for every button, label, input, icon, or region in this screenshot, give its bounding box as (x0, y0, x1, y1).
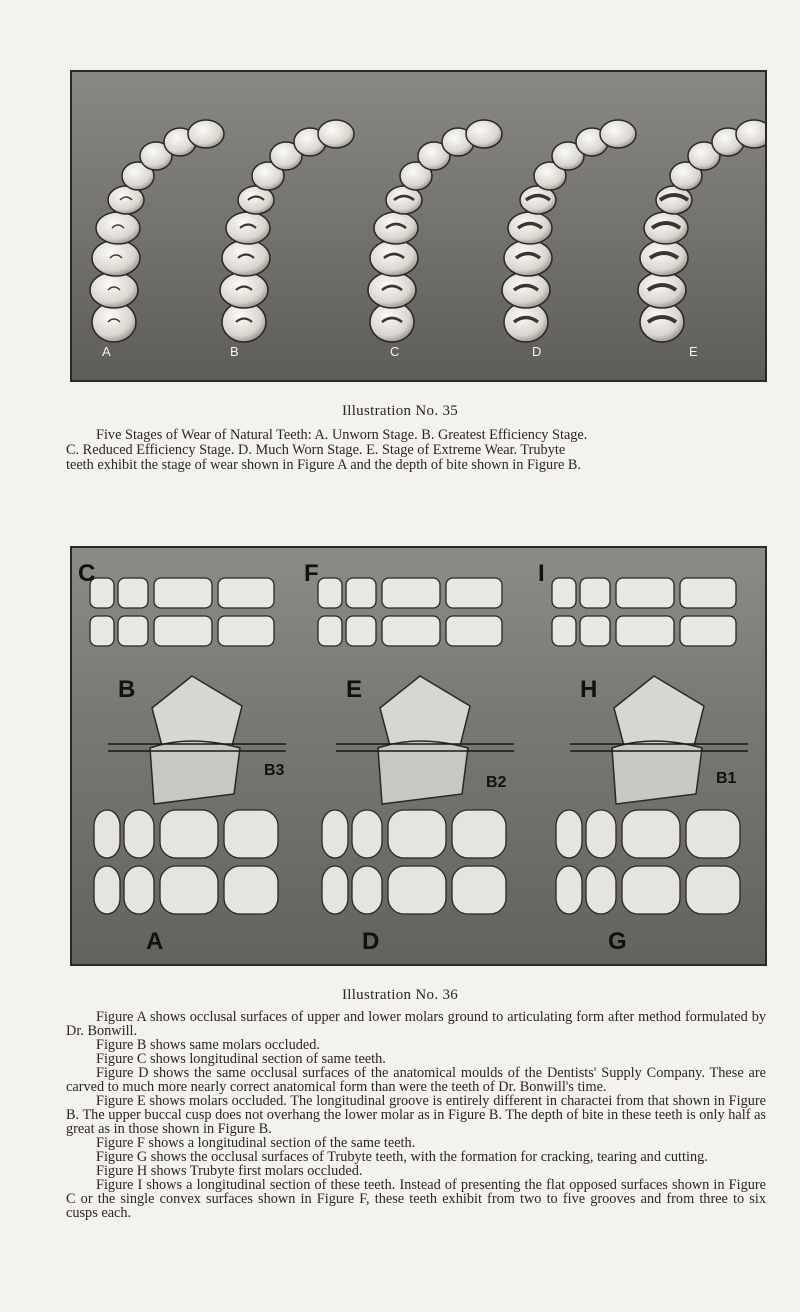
occlusal-surface (622, 810, 680, 858)
occlusal-surface (622, 866, 680, 914)
caption-36-figure-h: Figure H shows Trubyte first molars occluded. (96, 1163, 363, 1179)
upper-molar-section (614, 676, 704, 746)
molar-block (118, 616, 148, 646)
figure-label-a: A (146, 928, 164, 955)
illustration-35-photo (70, 70, 767, 382)
caption-36-figure-d: Figure D shows the same occlusal surfaces of the anatomical moulds of the Dentists' Supply Company. These are carved to much more nearly correct anatomical form than were the teeth of Dr. Bonwill's time. (66, 1065, 766, 1095)
tooth-shape (374, 212, 418, 244)
caption-36-figure-b: Figure B shows same molars occluded. (96, 1037, 320, 1053)
depth-label-b2: B2 (486, 774, 507, 791)
occlusal-surface (124, 810, 154, 858)
occlusal-surface (352, 810, 382, 858)
occlusal-surface (322, 810, 348, 858)
tooth-arches-drawing (72, 72, 767, 382)
occlusal-surface (94, 810, 120, 858)
depth-label-b1: B1 (716, 770, 737, 787)
tooth-shape (736, 120, 767, 148)
occlusal-surface (586, 810, 616, 858)
occlusal-surface (322, 866, 348, 914)
figure-label-e: E (346, 676, 363, 703)
molar-block (346, 616, 376, 646)
caption-36-figure-f: Figure F shows a longitudinal section of the same teeth. (96, 1135, 416, 1151)
molar-block (218, 578, 274, 608)
molar-block (318, 578, 342, 608)
illustration-35-caption (66, 428, 766, 473)
tooth-shape (502, 272, 550, 308)
tooth-shape (370, 240, 418, 276)
tooth-shape (90, 272, 138, 308)
figure-label-c: C (78, 560, 96, 587)
occlusal-surface (686, 810, 740, 858)
molar-block (680, 578, 736, 608)
figure-label-d: D (532, 344, 542, 359)
depth-label-b3: B3 (264, 762, 285, 779)
tooth-shape (466, 120, 502, 148)
caption-36-figure-c: Figure C shows longitudinal section of same teeth. (96, 1051, 386, 1067)
occlusal-surface (224, 866, 278, 914)
tooth-shape (600, 120, 636, 148)
occlusal-surface (556, 866, 582, 914)
molar-sections-drawing (72, 548, 767, 966)
occlusal-surface (556, 810, 582, 858)
figure-label-b: B (118, 676, 136, 703)
illustration-36-caption (66, 1010, 766, 1220)
figure-label-a: A (102, 344, 111, 359)
caption-36-figure-g: Figure G shows the occlusal surfaces of Trubyte teeth, with the formation for cracking, tearing and cutting. (96, 1149, 708, 1165)
tooth-shape (504, 240, 552, 276)
occlusal-surface (452, 810, 506, 858)
tooth-shape (644, 212, 688, 244)
occlusal-surface (160, 810, 218, 858)
figure-label-h: H (580, 676, 598, 703)
occlusal-surface (586, 866, 616, 914)
upper-molar-section (380, 676, 470, 746)
molar-block (680, 616, 736, 646)
molar-block (446, 616, 502, 646)
occlusal-surface (388, 810, 446, 858)
figure-label-c: C (390, 344, 400, 359)
occlusal-surface (224, 810, 278, 858)
molar-block (382, 616, 440, 646)
figure-label-e: E (689, 344, 698, 359)
molar-block (616, 616, 674, 646)
caption-36-figure-e: Figure E shows molars occluded. The longitudinal groove is entirely different in charactei from that shown in Figure B. The upper buccal cusp does not overhang the lower molar as in Figure B. The depth of bite in these teeth is only half as great as in those shown in Figure B. (66, 1093, 766, 1137)
occlusal-surface (160, 866, 218, 914)
tooth-shape (368, 272, 416, 308)
occlusal-surface (452, 866, 506, 914)
occlusal-surface (94, 866, 120, 914)
caption-36-figure-i: Figure I shows a longitudinal section of these teeth. Instead of presenting the flat opposed surfaces shown in Figure C or the single convex surfaces shown in Figure F, these teeth exhibit from two to five grooves and from three to six cusps each. (66, 1177, 766, 1221)
caption-35-line-1: Five Stages of Wear of Natural Teeth: A. Unworn Stage. B. Greatest Efficiency Stage. (96, 427, 588, 443)
molar-block (154, 578, 212, 608)
molar-block (552, 616, 576, 646)
caption-35-line-3: teeth exhibit the stage of wear shown in Figure A and the depth of bite shown in Figure B. (66, 457, 581, 473)
occlusal-surface (352, 866, 382, 914)
molar-block (154, 616, 212, 646)
occlusal-surface (124, 866, 154, 914)
molar-block (118, 578, 148, 608)
tooth-shape (638, 272, 686, 308)
tooth-shape (220, 272, 268, 308)
figure-label-b: B (230, 344, 239, 359)
figure-label-f: F (304, 560, 319, 587)
tooth-shape (508, 212, 552, 244)
occlusal-surface (388, 866, 446, 914)
tooth-shape (188, 120, 224, 148)
occlusal-surface (686, 866, 740, 914)
illustration-35-title: Illustration No. 35 (341, 403, 459, 419)
caption-35-line-2: C. Reduced Efficiency Stage. D. Much Worn Stage. E. Stage of Extreme Wear. Trubyte (66, 442, 566, 458)
tooth-shape (226, 212, 270, 244)
illustration-36-title: Illustration No. 36 (341, 987, 459, 1003)
caption-36-figure-a: Figure A shows occlusal surfaces of upper and lower molars ground to articulating form after method formulated by Dr. Bonwill. (66, 1009, 766, 1039)
molar-block (90, 616, 114, 646)
molar-block (346, 578, 376, 608)
tooth-shape (222, 240, 270, 276)
molar-block (580, 578, 610, 608)
figure-label-i: I (538, 560, 545, 587)
figure-label-d: D (362, 928, 380, 955)
molar-block (580, 616, 610, 646)
upper-molar-section (152, 676, 242, 746)
molar-block (552, 578, 576, 608)
molar-block (318, 616, 342, 646)
molar-block (446, 578, 502, 608)
molar-block (382, 578, 440, 608)
molar-block (218, 616, 274, 646)
tooth-shape (96, 212, 140, 244)
figure-label-g: G (608, 928, 627, 955)
tooth-shape (640, 240, 688, 276)
illustration-36-photo (70, 546, 767, 966)
tooth-shape (92, 240, 140, 276)
tooth-shape (318, 120, 354, 148)
molar-block (616, 578, 674, 608)
